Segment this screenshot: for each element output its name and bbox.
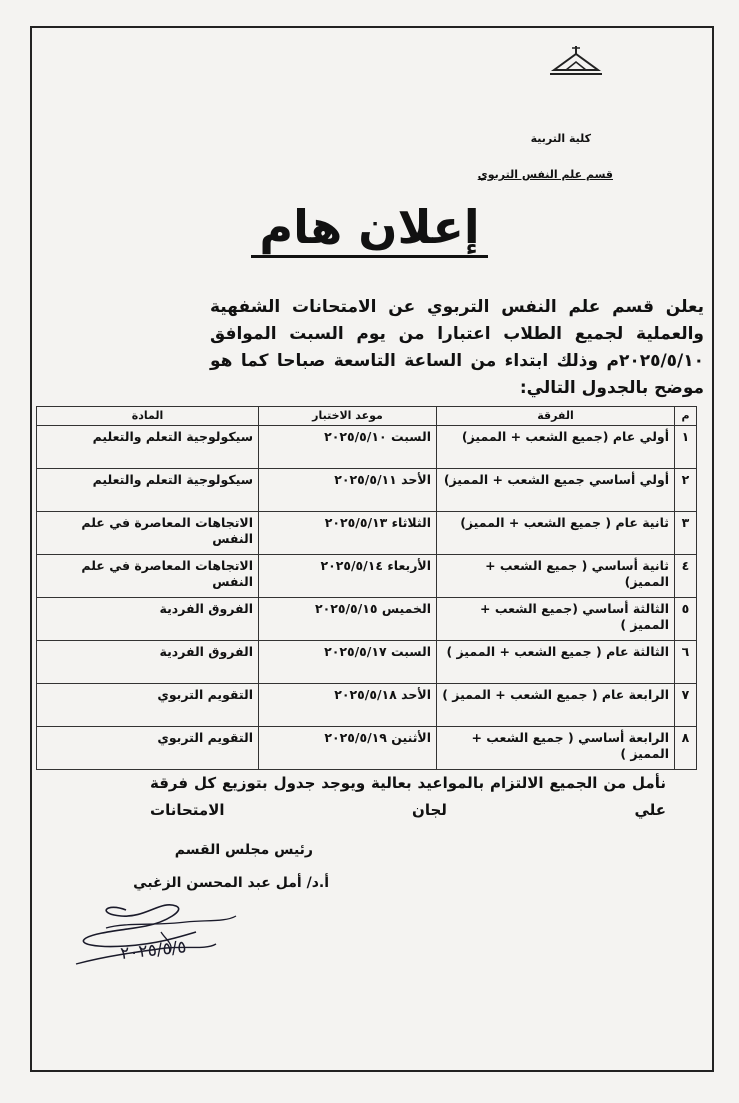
row-date: الأثنين ٢٠٢٥/٥/١٩ (259, 727, 437, 770)
row-date: الخميس ٢٠٢٥/٥/١٥ (259, 598, 437, 641)
row-level: ثانية أساسي ( جميع الشعب + المميز) (437, 555, 675, 598)
handwritten-signature (66, 892, 316, 974)
row-subject: الفروق الفردية (37, 641, 259, 684)
intro-paragraph: يعلن قسم علم النفس التربوي عن الامتحانات الشفهية والعملية لجميع الطلاب اعتبارا من يوم السبت الموافق ٢٠٢٥/٥/١٠م وذلك ابتداء من الساعة التاسعة صباحا كما هو موضح بالجدول التالي: (210, 297, 704, 398)
row-subject: الفروق الفردية (37, 598, 259, 641)
table-row (37, 598, 697, 641)
header-date: موعد الاختبار (259, 407, 437, 426)
chair-name: أ.د/ أمل عبد المحسن الزغبي (133, 875, 329, 891)
row-num: ٤ (675, 555, 697, 598)
faculty-name: كلية التربية (530, 132, 591, 145)
table-row (37, 684, 697, 727)
exam-schedule-table (36, 406, 697, 770)
row-num: ١ (675, 426, 697, 469)
row-subject: الاتجاهات المعاصرة في علم النفس (37, 555, 259, 598)
signature-date: ٢٠٢٥/٥/٥ (119, 937, 188, 965)
closing-paragraph: نأمل من الجميع الالتزام بالمواعيد بعالية ويوجد جدول بتوزيع كل فرقة علي لجان الامتحانات (150, 774, 666, 819)
row-subject: الاتجاهات المعاصرة في علم النفس (37, 512, 259, 555)
row-num: ٢ (675, 469, 697, 512)
row-subject: التقويم التربوي (37, 727, 259, 770)
row-num: ٧ (675, 684, 697, 727)
row-subject: التقويم التربوي (37, 684, 259, 727)
table-row (37, 727, 697, 770)
row-subject: سيكولوجية التعلم والتعليم (37, 426, 259, 469)
table-header-row (37, 407, 697, 426)
row-num: ٦ (675, 641, 697, 684)
table-row (37, 512, 697, 555)
row-level: الثالثة أساسي (جميع الشعب + المميز ) (437, 598, 675, 641)
row-date: السبت ٢٠٢٥/٥/١٧ (259, 641, 437, 684)
row-level: الثالثة عام ( جميع الشعب + المميز ) (437, 641, 675, 684)
row-subject: سيكولوجية التعلم والتعليم (37, 469, 259, 512)
row-date: الأحد ٢٠٢٥/٥/١١ (259, 469, 437, 512)
header-subject: المادة (37, 407, 259, 426)
header-level: الفرقة (437, 407, 675, 426)
row-date: الأحد ٢٠٢٥/٥/١٨ (259, 684, 437, 727)
table-row (37, 426, 697, 469)
university-logo-icon (548, 44, 604, 76)
row-date: الأربعاء ٢٠٢٥/٥/١٤ (259, 555, 437, 598)
row-level: الرابعة عام ( جميع الشعب + المميز ) (437, 684, 675, 727)
row-date: الثلاثاء ٢٠٢٥/٥/١٣ (259, 512, 437, 555)
row-num: ٥ (675, 598, 697, 641)
row-level: أولي أساسي جميع الشعب + المميز) (437, 469, 675, 512)
announcement-title: إعلان هام (0, 200, 739, 258)
table-row (37, 641, 697, 684)
table-row (37, 555, 697, 598)
row-num: ٣ (675, 512, 697, 555)
chair-title: رئيس مجلس القسم (174, 842, 313, 858)
row-level: ثانية عام ( جميع الشعب + المميز) (437, 512, 675, 555)
row-level: الرابعة أساسي ( جميع الشعب + المميز ) (437, 727, 675, 770)
row-date: السبت ٢٠٢٥/٥/١٠ (259, 426, 437, 469)
row-level: أولي عام (جميع الشعب + المميز) (437, 426, 675, 469)
row-num: ٨ (675, 727, 697, 770)
header-num: م (675, 407, 697, 426)
department-name: قسم علم النفس التربوي (477, 168, 613, 181)
table-row (37, 469, 697, 512)
